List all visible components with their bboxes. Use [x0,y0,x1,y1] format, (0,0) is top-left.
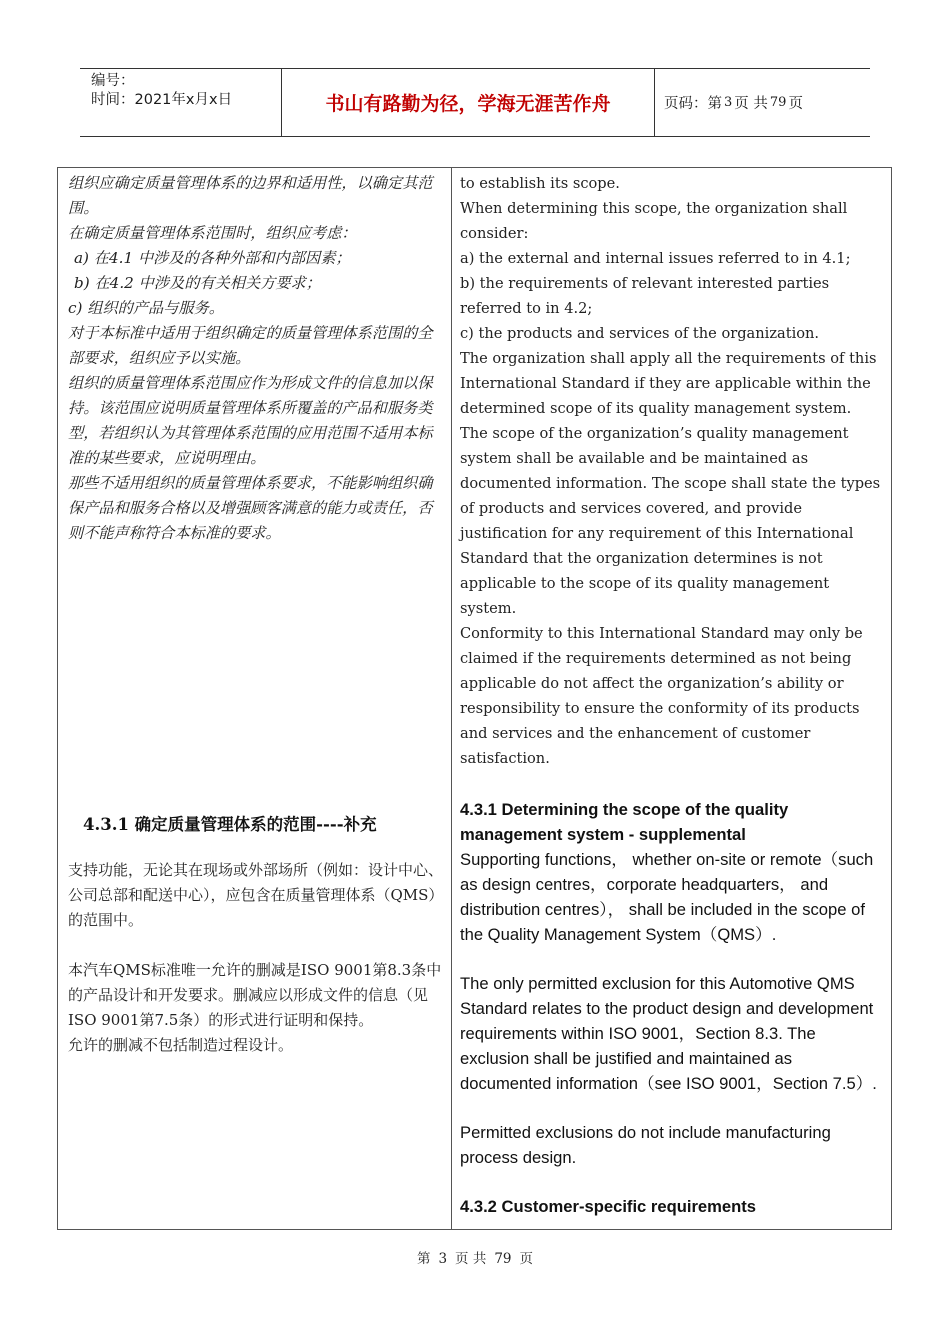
en-paragraph: Conformity to this International Standard may only be claimed if the requirements determined as not being applicable do not affect the organization’s ability or responsibility to ensure the conformity of its products and services and the enhancement of customer satisfaction. [460,625,863,767]
zh-supplement-paragraph: 支持功能，无论其在现场或外部场所（例如：设计中心、公司总部和配送中心），应包含在质量管理体系（QMS）的范围中。 [68,861,444,929]
header-motto: 书山有路勤为径，学海无涯苦作舟 [282,69,655,136]
bilingual-table [57,167,892,1230]
en-list-item: a) the external and internal issues referred to in 4.1; [460,250,851,267]
chinese-supplement [68,858,446,1058]
document-date: 时间：2021年x月x日 [91,92,233,108]
zh-supplement-paragraph: 本汽车QMS标准唯一允许的删减是ISO 9001第8.3条中的产品设计和开发要求。删减应以形成文件的信息（见ISO 9001第7.5条）的形式进行证明和保持。 [68,961,442,1029]
en-section-heading: 4.3.2 Customer-specific requirements [460,1197,757,1216]
en-paragraph: The scope of the organization’s quality management system shall be available and be maintained as documented information. The scope shall state the types of products and services covered, and provide justification for any requirement of this International Standard that the organization determines is not applicable to the scope of its quality management system. [460,425,881,617]
en-section-heading: 4.3.1 Determining the scope of the quality management system - supplemental [460,800,789,844]
zh-paragraph: 那些不适用组织的质量管理体系要求，不能影响组织确保产品和服务合格以及增强顾客满意的能力或责任，否则不能声称符合本标准的要求。 [68,474,433,542]
en-paragraph: to establish its scope. [460,175,620,192]
page-number: 3 [724,95,733,110]
chinese-column [68,171,446,546]
page-mid: 页 共 [734,96,768,112]
zh-section-heading: 4.3.1 确定质量管理体系的范围----补充 [83,815,377,834]
page-suffix: 页 [788,96,803,112]
page-header [80,68,870,137]
footer-suffix: 页 [519,1251,534,1267]
column-divider [451,168,452,1229]
zh-paragraph: 组织的质量管理体系范围应作为形成文件的信息加以保持。该范围应说明质量管理体系所覆盖的产品和服务类型，若组织认为其管理体系范围的应用范围不适用本标准的某些要求，应说明理由。 [68,374,433,467]
footer-page-total: 79 [494,1251,512,1267]
en-supplement-paragraph: Supporting functions， whether on-site or remote（such as design centres，corporate headquarters， and distribution centres）， shall be included in the scope of the Quality Management System（QMS）. [460,850,874,944]
footer-mid: 页 共 [455,1251,487,1267]
english-column [460,171,888,1219]
zh-list-item: c) 组织的产品与服务。 [68,299,224,317]
zh-list-item: a) 在4.1 中涉及的各种外部和内部因素； [74,249,351,267]
zh-paragraph: 对于本标准中适用于组织确定的质量管理体系范围的全部要求，组织应予以实施。 [68,324,433,367]
footer-prefix: 第 [416,1251,431,1267]
zh-paragraph: 组织应确定质量管理体系的边界和适用性，以确定其范围。 [68,174,433,217]
header-page-info [654,69,870,136]
zh-supplement-paragraph: 允许的删减不包括制造过程设计。 [68,1036,294,1054]
en-list-item: b) the requirements of relevant interested parties referred to in 4.2; [460,275,830,317]
page-footer [0,1247,950,1267]
en-list-item: c) the products and services of the organization. [460,325,820,342]
en-supplement-paragraph: Permitted exclusions do not include manufacturing process design. [460,1123,831,1167]
footer-page-number: 3 [438,1251,448,1267]
zh-paragraph: 在确定质量管理体系范围时，组织应考虑： [68,224,357,242]
document-number-label: 编号： [91,73,135,89]
en-supplement-paragraph: The only permitted exclusion for this Automotive QMS Standard relates to the product design and development requirements within ISO 9001，Section 8.3. The exclusion shall be justified and maintained as documented information（see ISO 9001，Section 7.5）. [460,974,877,1093]
page-total: 79 [769,95,787,110]
header-meta [80,69,282,136]
en-paragraph: The organization shall apply all the requirements of this International Standard if they are applicable within the determined scope of its quality management system. [460,350,877,417]
page-prefix: 页码：第 [664,96,722,112]
zh-list-item: b) 在4.2 中涉及的有关相关方要求； [74,274,321,292]
en-paragraph: When determining this scope, the organization shall consider: [460,200,848,242]
